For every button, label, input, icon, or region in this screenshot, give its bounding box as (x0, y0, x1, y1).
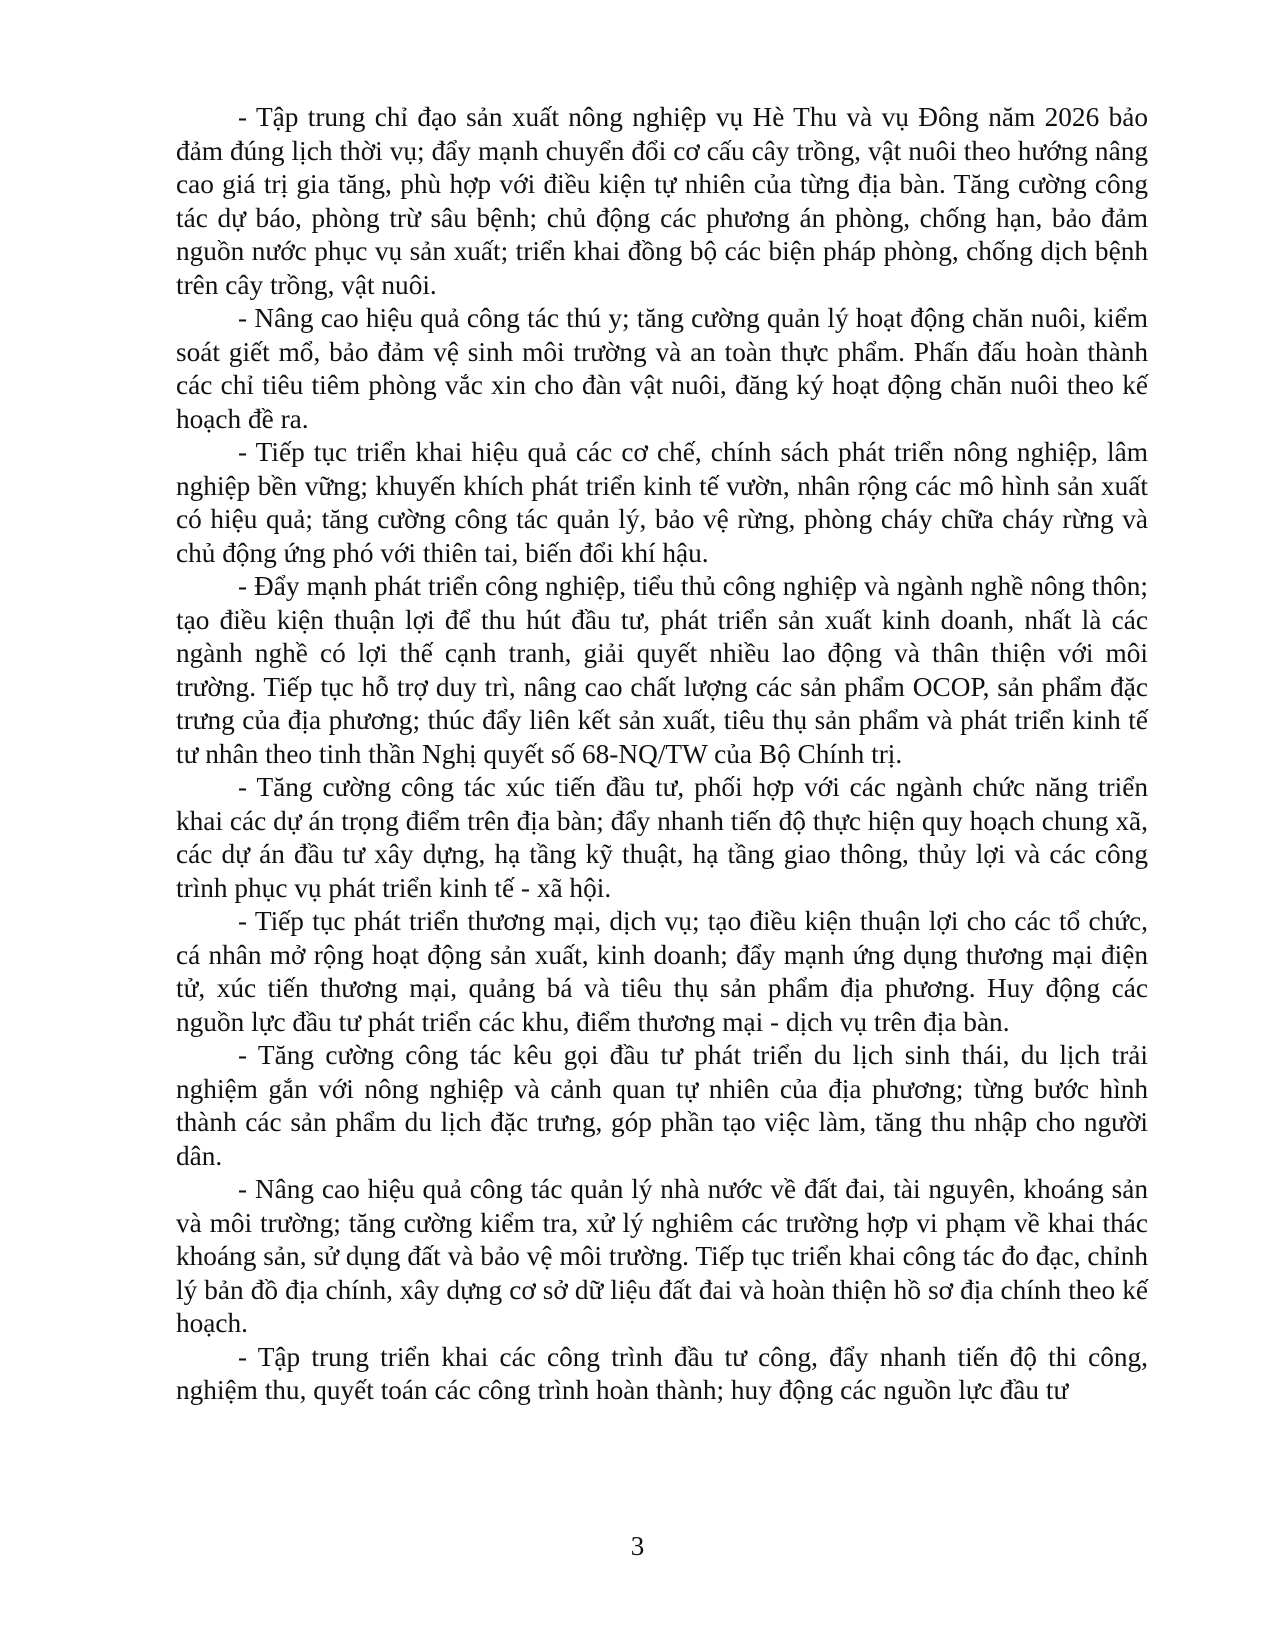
paragraph-veterinary: - Nâng cao hiệu quả công tác thú y; tăng cường quản lý hoạt động chăn nuôi, kiểm soát giết mổ, bảo đảm vệ sinh môi trường và an toàn thực phẩm. Phấn đấu hoàn thành các chỉ tiêu tiêm phòng vắc xin cho đàn vật nuôi, đăng ký hoạt động chăn nuôi theo kế hoạch đề ra. (176, 303, 1148, 434)
paragraph-agriculture-production: - Tập trung chỉ đạo sản xuất nông nghiệp vụ Hè Thu và vụ Đông năm 2026 bảo đảm đúng lịch thời vụ; đẩy mạnh chuyển đổi cơ cấu cây trồng, vật nuôi theo hướng nâng cao giá trị gia tăng, phù hợp với điều kiện tự nhiên của từng địa bàn. Tăng cường công tác dự báo, phòng trừ sâu bệnh; chủ động các phương án phòng, chống hạn, bảo đảm nguồn nước phục vụ sản xuất; triển khai đồng bộ các biện pháp phòng, chống dịch bệnh trên cây trồng, vật nuôi. (176, 102, 1148, 300)
paragraph-land-resources: - Nâng cao hiệu quả công tác quản lý nhà nước về đất đai, tài nguyên, khoáng sản và môi trường; tăng cường kiểm tra, xử lý nghiêm các trường hợp vi phạm về khai thác khoáng sản, sử dụng đất và bảo vệ môi trường. Tiếp tục triển khai công tác đo đạc, chỉnh lý bản đồ địa chính, xây dựng cơ sở dữ liệu đất đai và hoàn thiện hồ sơ địa chính theo kế hoạch. (176, 1174, 1148, 1338)
document-body (176, 101, 1148, 1408)
paragraph-investment-promotion: - Tăng cường công tác xúc tiến đầu tư, phối hợp với các ngành chức năng triển khai các dự án trọng điểm trên địa bàn; đẩy nhanh tiến độ thực hiện quy hoạch chung xã, các dự án đầu tư xây dựng, hạ tầng kỹ thuật, hạ tầng giao thông, thủy lợi và các công trình phục vụ phát triển kinh tế - xã hội. (176, 772, 1148, 903)
paragraph-eco-tourism: - Tăng cường công tác kêu gọi đầu tư phát triển du lịch sinh thái, du lịch trải nghiệm gắn với nông nghiệp và cảnh quan tự nhiên của địa phương; từng bước hình thành các sản phẩm du lịch đặc trưng, góp phần tạo việc làm, tăng thu nhập cho người dân. (176, 1040, 1148, 1171)
paragraph-forestry-policy: - Tiếp tục triển khai hiệu quả các cơ chế, chính sách phát triển nông nghiệp, lâm nghiệp bền vững; khuyến khích phát triển kinh tế vườn, nhân rộng các mô hình sản xuất có hiệu quả; tăng cường công tác quản lý, bảo vệ rừng, phòng cháy chữa cháy rừng và chủ động ứng phó với thiên tai, biến đổi khí hậu. (176, 437, 1148, 568)
paragraph-industry-development: - Đẩy mạnh phát triển công nghiệp, tiểu thủ công nghiệp và ngành nghề nông thôn; tạo điều kiện thuận lợi để thu hút đầu tư, phát triển sản xuất kinh doanh, nhất là các ngành nghề có lợi thế cạnh tranh, giải quyết nhiều lao động và thân thiện với môi trường. Tiếp tục hỗ trợ duy trì, nâng cao chất lượng các sản phẩm OCOP, sản phẩm đặc trưng của địa phương; thúc đẩy liên kết sản xuất, tiêu thụ sản phẩm và phát triển kinh tế tư nhân theo tinh thần Nghị quyết số 68-NQ/TW của Bộ Chính trị. (176, 571, 1148, 769)
paragraph-public-investment: - Tập trung triển khai các công trình đầu tư công, đẩy nhanh tiến độ thi công, nghiệm thu, quyết toán các công trình hoàn thành; huy động các nguồn lực đầu tư (176, 1341, 1148, 1405)
page-number: 3 (630, 1531, 645, 1561)
paragraph-trade-services: - Tiếp tục phát triển thương mại, dịch vụ; tạo điều kiện thuận lợi cho các tổ chức, cá nhân mở rộng hoạt động sản xuất, kinh doanh; đẩy mạnh ứng dụng thương mại điện tử, xúc tiến thương mại, quảng bá và tiêu thụ sản phẩm địa phương. Huy động các nguồn lực đầu tư phát triển các khu, điểm thương mại - dịch vụ trên địa bàn. (176, 906, 1148, 1037)
